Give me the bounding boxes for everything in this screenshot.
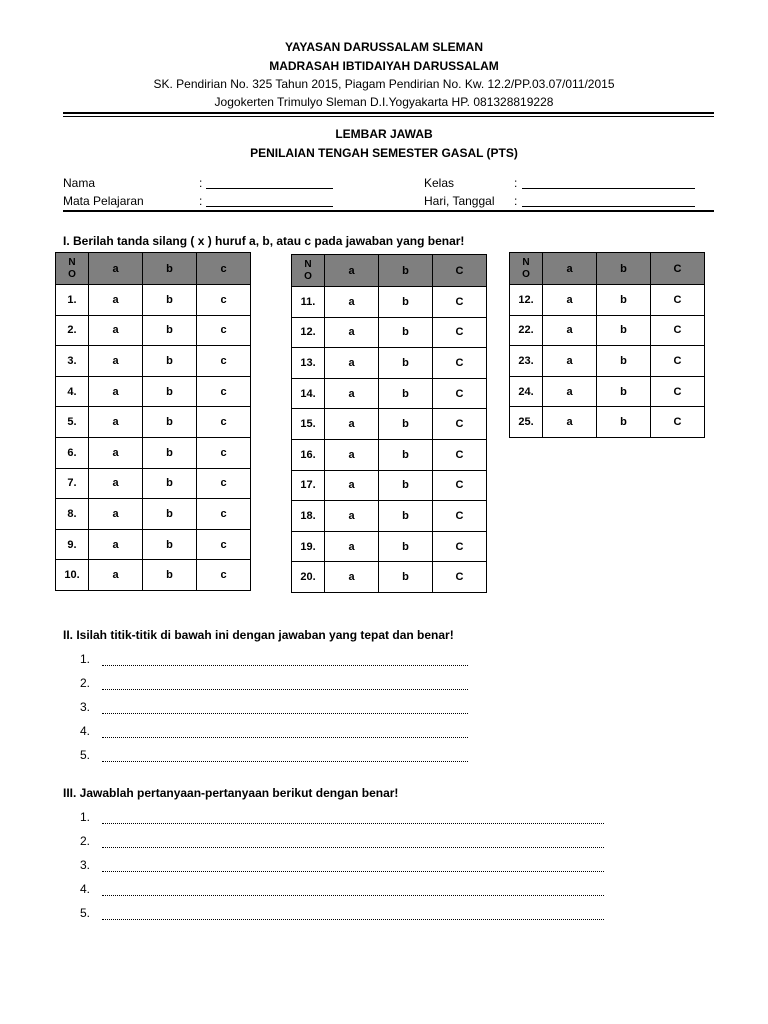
answer-option[interactable]: b [379,287,433,318]
table-row [56,529,251,560]
answer-option[interactable]: b [143,376,197,407]
answer-option[interactable]: b [597,285,651,316]
answer-option[interactable]: C [651,315,705,346]
answer-table-1 [55,252,251,591]
kelas-label: Kelas [424,176,455,190]
answer-option[interactable]: b [379,409,433,440]
answer-option[interactable]: a [325,409,379,440]
question-number: 17. [292,470,325,501]
answer-option[interactable]: C [433,378,487,409]
question-number: 25. [510,407,543,438]
table-row [292,317,487,348]
header-no [292,255,325,287]
question-number: 5. [56,407,89,438]
header-no [56,253,89,285]
answer-option[interactable]: b [379,531,433,562]
header-option: b [597,253,651,285]
table-row [292,409,487,440]
question-number: 2. [56,315,89,346]
header-rule-thick [63,112,714,114]
answer-line[interactable] [102,846,604,848]
table-row [292,439,487,470]
answer-option[interactable]: a [89,560,143,591]
table-row [292,378,487,409]
answer-option[interactable]: a [543,376,597,407]
answer-option[interactable]: c [197,285,251,316]
nama-line[interactable] [206,176,333,189]
answer-option[interactable]: a [89,346,143,377]
answer-option[interactable]: a [89,407,143,438]
answer-line[interactable] [102,736,468,738]
answer-option[interactable]: b [143,315,197,346]
item-number: 3. [80,700,91,714]
answer-option[interactable]: b [143,529,197,560]
table-row [56,315,251,346]
table-row [510,315,705,346]
answer-option[interactable]: a [325,562,379,593]
item-number: 2. [80,834,91,848]
answer-option[interactable]: c [197,529,251,560]
hari-line[interactable] [522,194,695,207]
answer-option[interactable]: a [543,285,597,316]
table-row [56,407,251,438]
answer-option[interactable]: C [651,285,705,316]
question-number: 20. [292,562,325,593]
item-number: 4. [80,882,91,896]
hari-colon: : [514,194,518,208]
answer-option[interactable]: a [325,531,379,562]
answer-line[interactable] [102,712,468,714]
question-number: 3. [56,346,89,377]
section3-title: III. Jawablah pertanyaan-pertanyaan berikut dengan benar! [63,786,399,800]
header-no-letter: O [68,268,76,280]
header-option: c [197,253,251,285]
table-row [292,348,487,379]
answer-option[interactable]: b [379,501,433,532]
header-option: a [543,253,597,285]
answer-option[interactable]: a [89,499,143,530]
answer-line[interactable] [102,822,604,824]
question-number: 15. [292,409,325,440]
header-option: b [379,255,433,287]
answer-line[interactable] [102,894,604,896]
answer-option[interactable]: a [89,315,143,346]
answer-option[interactable]: b [143,468,197,499]
header-option: C [651,253,705,285]
kelas-colon: : [514,176,518,190]
header-option: a [89,253,143,285]
header-no-letter: N [68,256,76,268]
answer-option[interactable]: C [433,348,487,379]
header-no-letter: O [522,268,530,280]
answer-option[interactable]: a [543,315,597,346]
answer-table-2 [291,254,487,593]
answer-option[interactable]: C [433,501,487,532]
answer-option[interactable]: c [197,560,251,591]
item-number: 3. [80,858,91,872]
answer-option[interactable]: c [197,499,251,530]
answer-option[interactable]: b [143,407,197,438]
hari-label: Hari, Tanggal [424,194,495,208]
question-number: 8. [56,499,89,530]
header-option: b [143,253,197,285]
answer-option[interactable]: C [651,407,705,438]
section2-title: II. Isilah titik-titik di bawah ini dengan jawaban yang tepat dan benar! [63,628,454,642]
item-number: 4. [80,724,91,738]
header-decree: SK. Pendirian No. 325 Tahun 2015, Piagam Pendirian No. Kw. 12.2/PP.03.07/011/2015 [153,77,615,91]
table-row [56,376,251,407]
answer-option[interactable]: c [197,468,251,499]
table-row [292,287,487,318]
answer-option[interactable]: b [379,439,433,470]
answer-option[interactable]: b [379,378,433,409]
answer-option[interactable]: C [433,439,487,470]
question-number: 22. [510,315,543,346]
answer-option[interactable]: b [597,346,651,377]
answer-option[interactable]: b [143,346,197,377]
answer-line[interactable] [102,760,468,762]
answer-option[interactable]: b [597,407,651,438]
question-number: 23. [510,346,543,377]
table-row [292,501,487,532]
answer-option[interactable]: b [143,560,197,591]
item-number: 2. [80,676,91,690]
table-row [510,407,705,438]
table-header-row [510,253,705,285]
answer-line[interactable] [102,918,604,920]
answer-option[interactable]: a [325,317,379,348]
answer-option[interactable]: a [89,376,143,407]
header-no-letter: O [304,270,312,282]
answer-option[interactable]: C [433,409,487,440]
question-number: 6. [56,437,89,468]
answer-option[interactable]: b [143,285,197,316]
question-number: 11. [292,287,325,318]
answer-option[interactable]: b [597,376,651,407]
question-number: 12. [510,285,543,316]
answer-option[interactable]: C [651,346,705,377]
answer-option[interactable]: C [433,562,487,593]
answer-option[interactable]: b [379,317,433,348]
item-number: 1. [80,810,91,824]
answer-option[interactable]: a [89,468,143,499]
question-number: 10. [56,560,89,591]
header-school: MADRASAH IBTIDAIYAH DARUSSALAM [269,59,499,73]
table-header-row [292,255,487,287]
section1-title: I. Berilah tanda silang ( x ) huruf a, b, atau c pada jawaban yang benar! [63,234,465,248]
question-number: 4. [56,376,89,407]
mapel-colon: : [199,194,203,208]
header-no-letter: N [522,256,530,268]
question-number: 13. [292,348,325,379]
answer-option[interactable]: b [379,470,433,501]
answer-option[interactable]: b [379,348,433,379]
answer-option[interactable]: a [325,348,379,379]
table-row [510,285,705,316]
nama-colon: : [199,176,203,190]
answer-option[interactable]: C [433,531,487,562]
question-number: 9. [56,529,89,560]
table-row [292,470,487,501]
answer-option[interactable]: a [325,439,379,470]
sheet-title: LEMBAR JAWAB [335,127,433,141]
fields-rule [63,210,714,212]
table-row [56,560,251,591]
answer-option[interactable]: b [379,562,433,593]
table-row [56,285,251,316]
question-number: 24. [510,376,543,407]
question-number: 1. [56,285,89,316]
header-no [510,253,543,285]
answer-option[interactable]: c [197,376,251,407]
table-row [510,346,705,377]
header-no-letter: N [304,258,312,270]
item-number: 5. [80,906,91,920]
answer-option[interactable]: b [143,437,197,468]
answer-line[interactable] [102,664,468,666]
question-number: 7. [56,468,89,499]
answer-option[interactable]: a [89,529,143,560]
answer-line[interactable] [102,688,468,690]
nama-label: Nama [63,176,96,190]
answer-table-3 [509,252,705,438]
table-row [510,376,705,407]
answer-option[interactable]: a [325,501,379,532]
question-number: 14. [292,378,325,409]
answer-option[interactable]: a [543,407,597,438]
header-option: a [325,255,379,287]
table-row [56,346,251,377]
answer-option[interactable]: c [197,346,251,377]
table-row [56,499,251,530]
answer-option[interactable]: a [543,346,597,377]
question-number: 16. [292,439,325,470]
answer-option[interactable]: a [89,437,143,468]
answer-option[interactable]: c [197,407,251,438]
answer-option[interactable]: a [325,378,379,409]
item-number: 1. [80,652,91,666]
answer-option[interactable]: C [433,470,487,501]
answer-option[interactable]: c [197,315,251,346]
table-row [292,531,487,562]
answer-option[interactable]: a [325,287,379,318]
answer-line[interactable] [102,870,604,872]
answer-option[interactable]: a [325,470,379,501]
mapel-line[interactable] [206,194,333,207]
question-number: 19. [292,531,325,562]
header-foundation: YAYASAN DARUSSALAM SLEMAN [284,40,484,54]
header-option: C [433,255,487,287]
item-number: 5. [80,748,91,762]
answer-option[interactable]: b [597,315,651,346]
question-number: 18. [292,501,325,532]
header-rule-thin [63,116,714,117]
answer-option[interactable]: C [433,287,487,318]
answer-option[interactable]: C [433,317,487,348]
table-row [292,562,487,593]
table-header-row [56,253,251,285]
header-address: Jogokerten Trimulyo Sleman D.I.Yogyakarta HP. 081328819228 [214,95,554,109]
sheet-subtitle: PENILAIAN TENGAH SEMESTER GASAL (PTS) [250,146,518,160]
answer-option[interactable]: b [143,499,197,530]
answer-option[interactable]: C [651,376,705,407]
table-row [56,468,251,499]
answer-option[interactable]: c [197,437,251,468]
question-number: 12. [292,317,325,348]
kelas-line[interactable] [522,176,695,189]
answer-option[interactable]: a [89,285,143,316]
table-row [56,437,251,468]
mapel-label: Mata Pelajaran [63,194,144,208]
